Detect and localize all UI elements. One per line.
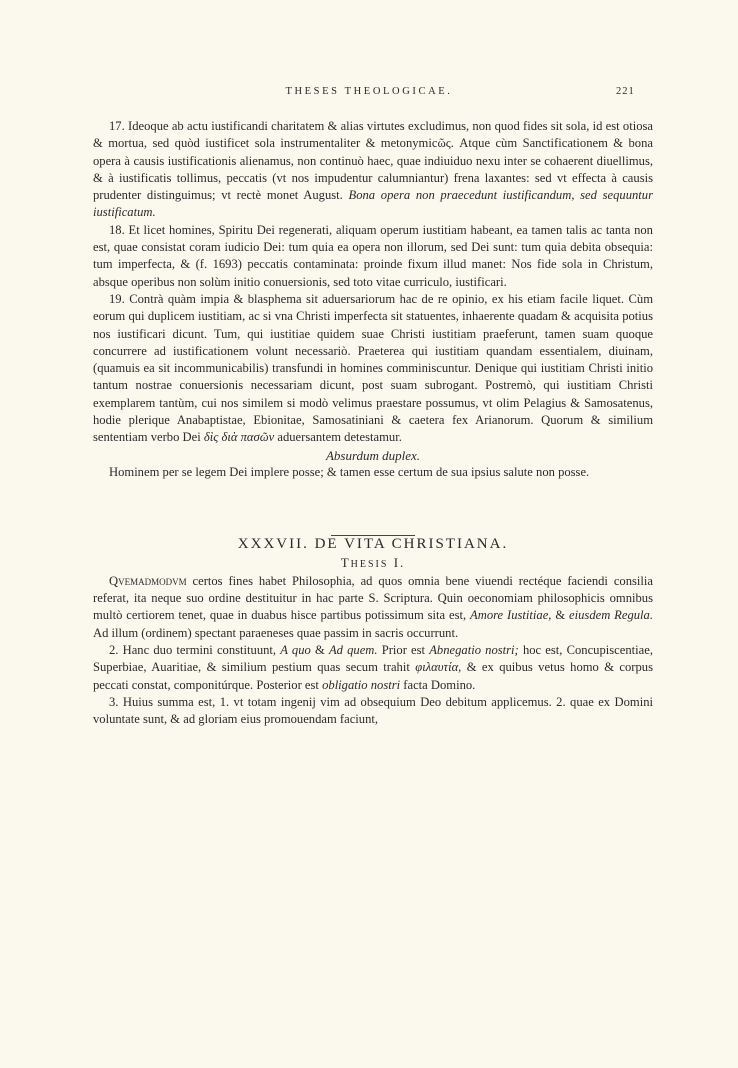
greek-word: φιλαυτία,	[415, 660, 462, 675]
paragraph-number: 2.	[109, 643, 119, 658]
paragraph-18: 18. Et licet homines, Spiritu Dei regenerati, aliquam operum iustitiam habeant, ea tamen talis ac tanta non est, quae consistat coram iudicio Dei: tum quia ea opera non illorum, sed Dei sunt: tum quia debita obsequia: tum imperfecta, & (f. 1693) peccatis contaminata: proinde fixum illud manet: Nos fide sola in Christum, absque operibus non solùm initio conuersionis, sed toto vitae curriculo, iustificari.	[93, 222, 653, 289]
thesis-heading: THESIS I.	[340, 554, 406, 570]
thesis-paragraph-1: Qvemadmodvm certos fines habet Philosophia, ad quos omnia bene viuendi rectéque faciendi consilia referat, ita neque suo ordine destituitur in hac parte S. Scriptura. Quin oeconomiam philosophicis omnibus multò certiorem tenet, quae in duabus hisce partibus potissimum sita est, Amore Iustitiae, & eiusdem Regula. Ad illum (ordinem) spectant paraeneses quae passim in sacris occurrunt.	[93, 573, 653, 640]
thesis-paragraph-3: 3. Huius summa est, 1. vt totam ingenij vim ad obsequium Deo debitum applicemus. 2. quae ex Domini voluntate sunt, & ad gloriam eius promouendam faciunt,	[93, 694, 653, 727]
running-header	[0, 86, 738, 102]
absurdum-text: Hominem per se legem Dei implere posse; & tamen esse certum de sua ipsius salute non posse.	[109, 464, 590, 479]
thesis-paragraph-2: 2. Hanc duo termini constituunt, A quo & Ad quem. Prior est Abnegatio nostri; hoc est, Concupiscentiae, Superbiae, Auaritiae, & similium pestium quas secum trahit φιλαυτία, & ex quibus vetus homo & corpus peccati constat, componitúrque. Posterior est obligatio nostri facta Domino.	[93, 643, 653, 692]
paragraph-number: 3.	[109, 694, 119, 709]
page-body	[93, 118, 653, 729]
running-title: THESES THEOLOGICAE.	[285, 86, 453, 97]
paragraph-19: 19. Contrà quàm impia & blasphema sit aduersariorum hac de re opinio, ex his etiam facile liquet. Cùm eorum qui duplicem iustitiam, ac si vna Christi imperfecta sit statuentes, inhaerente quadam & acquisita potius nos iustificari dicunt. Tum, qui iustitiae quidem suae Christi iustitiam praeferunt, tamen suam quoque concurrere ad iustificationem volunt necessariò. Praeterea qui iustitiam quandam essentialem, diuinam, (quamuis ea sit incommunicabilis) transfundi in homines comminiscuntur. Denique qui iustitiam Christi initio tantum nostrae conuersionis necessariam dicunt, post suam subrogant. Postremò, qui iustitiam Christi exemplarem tantùm, cui nos similem si modò velimus praestare possumus, vt olim Pelagius & Samosatenus, hodie plerique Anabaptistae, Ebionitae, Samosatiniani & caetera fex Arianorum. Quorum & similium sententiam verbo Dei δὶς διὰ πασῶν aduersantem detestamur.	[93, 291, 653, 445]
opening-word: Qvemadmodvm	[109, 573, 187, 588]
greek-phrase: δὶς διὰ πασῶν	[203, 430, 275, 445]
chapter-title: XXXVII. DE VITA CHRISTIANA.	[237, 536, 509, 553]
paragraph-number: 18.	[109, 222, 125, 237]
augustine-quote: Bona opera non praecedunt iustificandum, sed sequuntur iustificatum.	[93, 188, 653, 220]
page-number: 221	[616, 86, 635, 97]
paragraph-17: 17. Ideoque ab actu iustificandi charitatem & alias virtutes excludimus, non quod fides sit sola, id est otiosa & mortua, sed quòd iustificet sola instrumentaliter & metonymicῶς. Atque cùm Sanctificationem & bona opera à causis iustificationis alienamus, non continuò haec, quae indiuiduo nexu inter se cohaerent diuellimus, & à iustificatis tollimus, peccatis (vt nos impudentur calumniantur) frena laxantes: sed vt effecta à causis prudenter distinguimus; vt rectè monet August. Bona opera non praecedunt iustificandum, sed sequuntur iustificatum.	[93, 119, 653, 220]
absurdum-heading: Absurdum duplex.	[325, 447, 421, 463]
paragraph-number: 17.	[109, 119, 125, 133]
paragraph-number: 19.	[109, 291, 125, 306]
